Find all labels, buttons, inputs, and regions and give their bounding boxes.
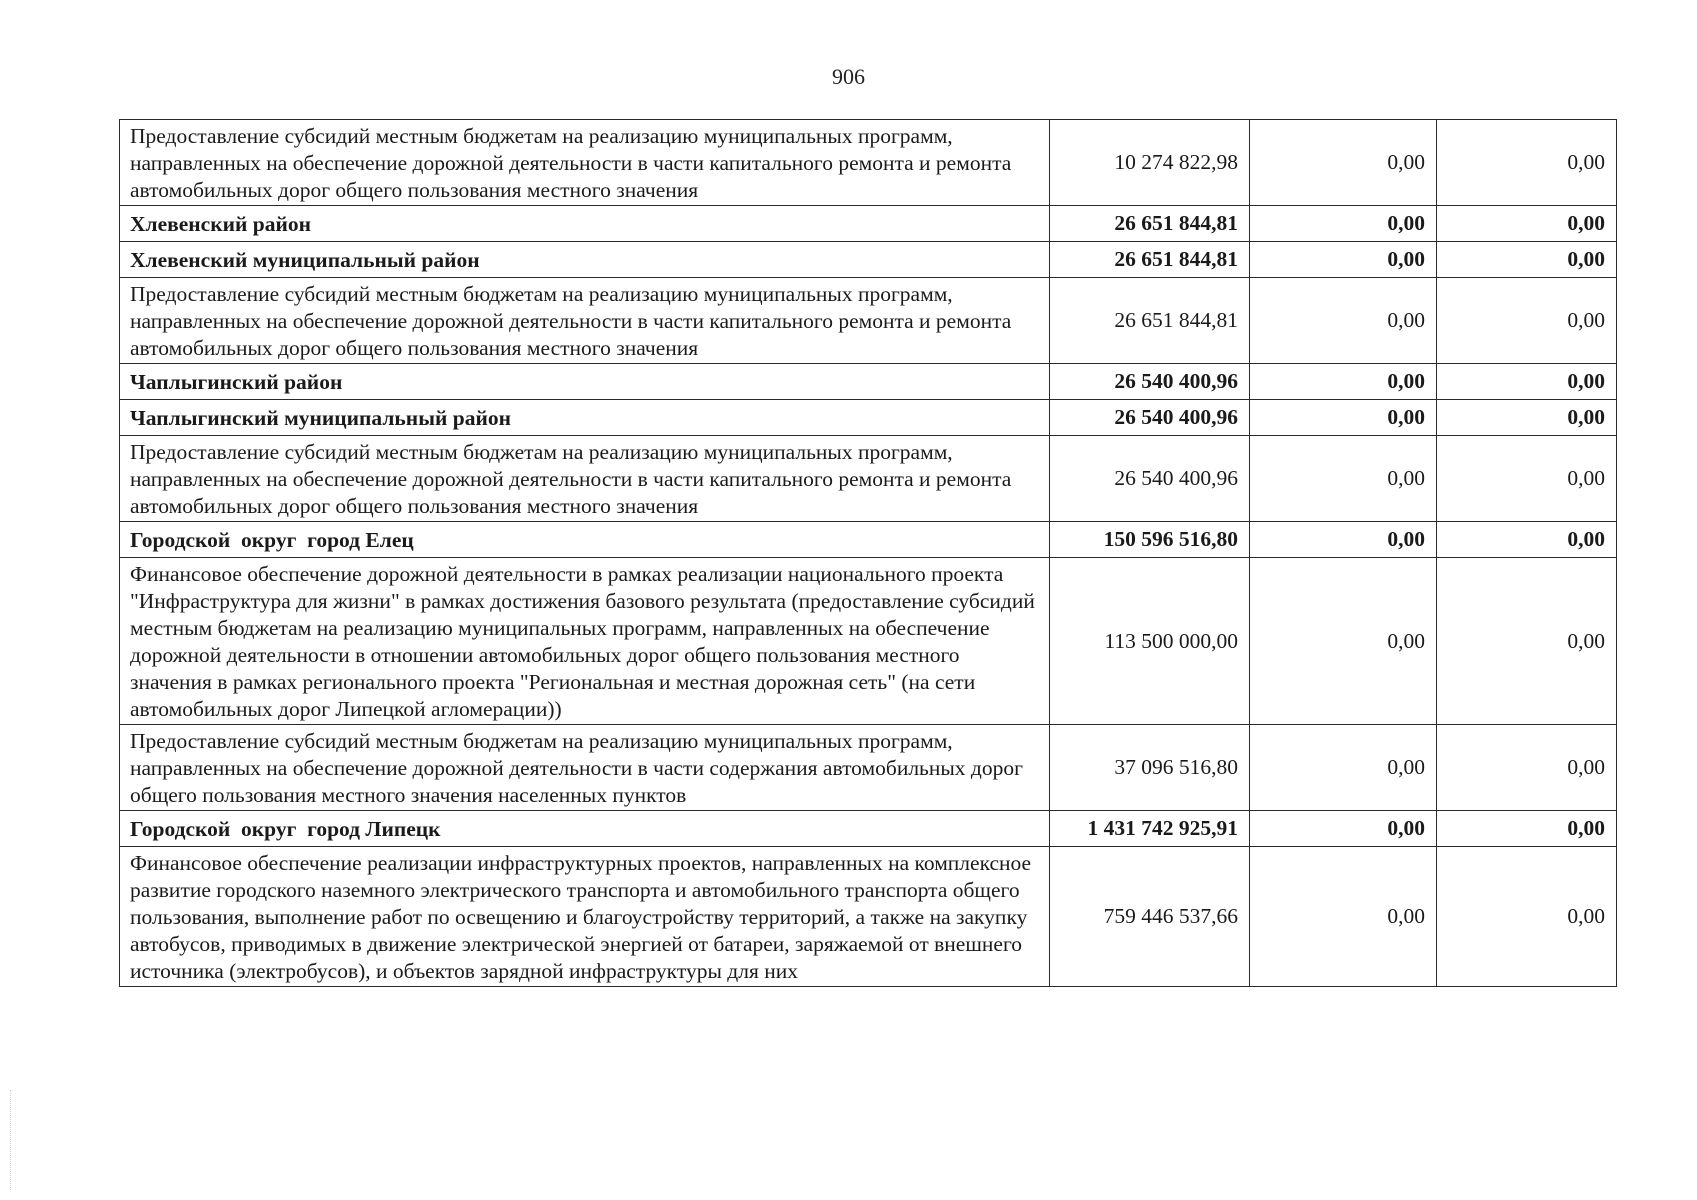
table-row — [120, 847, 1617, 987]
row-value-1: 26 540 400,96 — [1050, 400, 1250, 436]
row-value-2: 0,00 — [1250, 847, 1437, 987]
table-row-municipality — [120, 400, 1617, 436]
row-value-1: 37 096 516,80 — [1050, 725, 1250, 811]
row-value-2: 0,00 — [1250, 436, 1437, 522]
row-value-3: 0,00 — [1437, 847, 1617, 987]
row-value-3: 0,00 — [1437, 364, 1617, 400]
scan-edge-mark — [10, 1090, 12, 1190]
table-row-municipality — [120, 242, 1617, 278]
row-value-3: 0,00 — [1437, 558, 1617, 725]
row-value-3: 0,00 — [1437, 811, 1617, 847]
table-row — [120, 278, 1617, 364]
table-row — [120, 436, 1617, 522]
row-value-2: 0,00 — [1250, 558, 1437, 725]
row-value-2: 0,00 — [1250, 278, 1437, 364]
row-value-1: 10 274 822,98 — [1050, 120, 1250, 206]
row-value-2: 0,00 — [1250, 242, 1437, 278]
row-description: Предоставление субсидий местным бюджетам на реализацию муниципальных программ, направленных на обеспечение дорожной деятельности в части капитального ремонта и ремонта автомобильных дорог общего пользования местного значения — [120, 436, 1050, 522]
row-description: Финансовое обеспечение реализации инфраструктурных проектов, направленных на комплексное развитие городского наземного электрического транспорта и автомобильного транспорта общего пользования, выполнение работ по освещению и благоустройству территорий, а также на закупку автобусов, приводимых в движение электрической энергией от батареи, заряжаемой от внешнего источника (электробусов), и объектов зарядной инфраструктуры для них — [120, 847, 1050, 987]
row-description: Хлевенский муниципальный район — [120, 242, 1050, 278]
row-description: Чаплыгинский район — [120, 364, 1050, 400]
row-value-3: 0,00 — [1437, 436, 1617, 522]
row-value-1: 26 651 844,81 — [1050, 278, 1250, 364]
row-value-3: 0,00 — [1437, 242, 1617, 278]
row-value-3: 0,00 — [1437, 120, 1617, 206]
row-value-2: 0,00 — [1250, 120, 1437, 206]
row-value-1: 1 431 742 925,91 — [1050, 811, 1250, 847]
row-value-2: 0,00 — [1250, 364, 1437, 400]
row-value-2: 0,00 — [1250, 522, 1437, 558]
row-value-2: 0,00 — [1250, 206, 1437, 242]
row-value-2: 0,00 — [1250, 811, 1437, 847]
budget-table — [119, 119, 1617, 987]
row-value-3: 0,00 — [1437, 278, 1617, 364]
table-row-district — [120, 206, 1617, 242]
row-description: Городской округ город Липецк — [120, 811, 1050, 847]
row-value-1: 113 500 000,00 — [1050, 558, 1250, 725]
table-row — [120, 558, 1617, 725]
row-value-1: 759 446 537,66 — [1050, 847, 1250, 987]
row-description: Предоставление субсидий местным бюджетам на реализацию муниципальных программ, направленных на обеспечение дорожной деятельности в части капитального ремонта и ремонта автомобильных дорог общего пользования местного значения — [120, 120, 1050, 206]
row-description: Предоставление субсидий местным бюджетам на реализацию муниципальных программ, направленных на обеспечение дорожной деятельности в части капитального ремонта и ремонта автомобильных дорог общего пользования местного значения — [120, 278, 1050, 364]
row-value-3: 0,00 — [1437, 522, 1617, 558]
row-value-2: 0,00 — [1250, 725, 1437, 811]
row-value-3: 0,00 — [1437, 206, 1617, 242]
page-number: 906 — [832, 64, 865, 89]
row-description: Чаплыгинский муниципальный район — [120, 400, 1050, 436]
table-row — [120, 725, 1617, 811]
row-description: Городской округ город Елец — [120, 522, 1050, 558]
table-row-district — [120, 364, 1617, 400]
table-row-city-district — [120, 811, 1617, 847]
row-value-1: 26 651 844,81 — [1050, 206, 1250, 242]
row-value-3: 0,00 — [1437, 725, 1617, 811]
row-value-3: 0,00 — [1437, 400, 1617, 436]
row-value-1: 26 540 400,96 — [1050, 436, 1250, 522]
row-value-2: 0,00 — [1250, 400, 1437, 436]
row-description: Финансовое обеспечение дорожной деятельности в рамках реализации национального проекта "Инфраструктура для жизни" в рамках достижения базового результата (предоставление субсидий местным бюджетам на реализацию муниципальных программ, направленных на обеспечение дорожной деятельности в отношении автомобильных дорог общего пользования местного значения в рамках регионального проекта "Региональная и местная дорожная сеть" (на сети автомобильных дорог Липецкой агломерации)) — [120, 558, 1050, 725]
row-value-1: 26 540 400,96 — [1050, 364, 1250, 400]
row-value-1: 26 651 844,81 — [1050, 242, 1250, 278]
table-row-city-district — [120, 522, 1617, 558]
row-description: Предоставление субсидий местным бюджетам на реализацию муниципальных программ, направленных на обеспечение дорожной деятельности в части содержания автомобильных дорог общего пользования местного значения населенных пунктов — [120, 725, 1050, 811]
table-row — [120, 120, 1617, 206]
row-value-1: 150 596 516,80 — [1050, 522, 1250, 558]
row-description: Хлевенский район — [120, 206, 1050, 242]
